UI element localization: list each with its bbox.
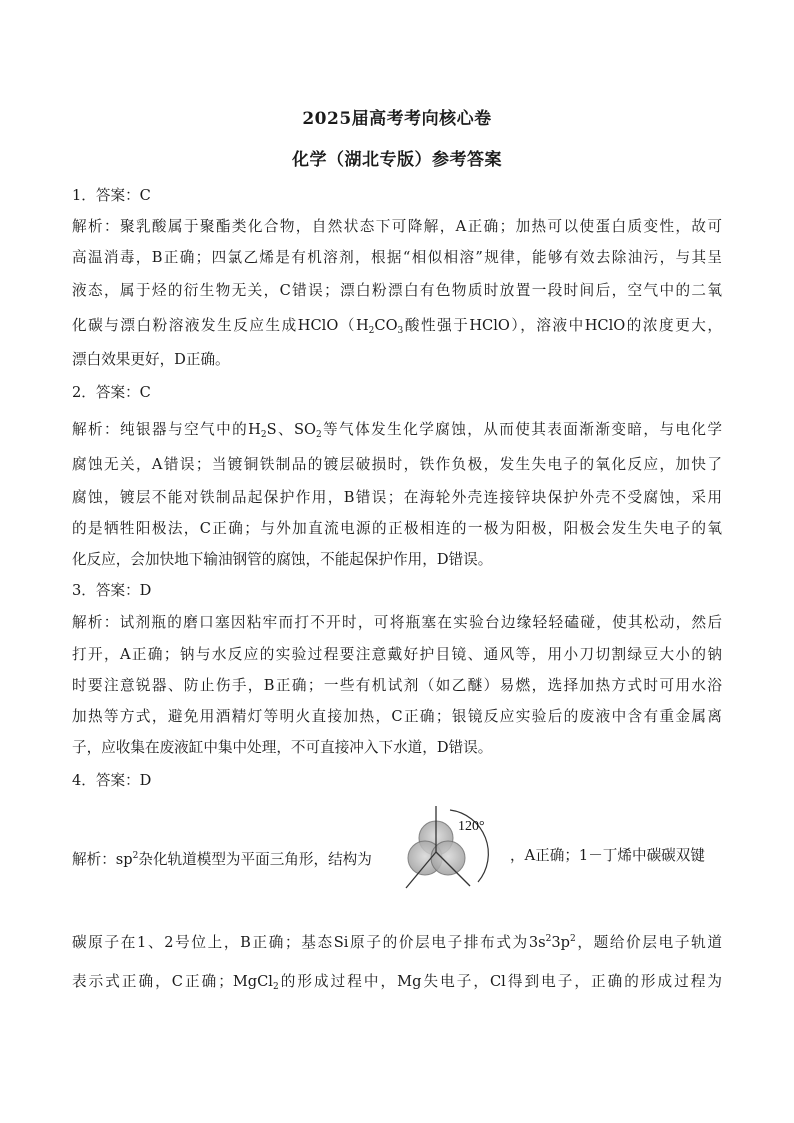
q1-answer: 1．答案：C: [72, 187, 151, 204]
q3-analysis-line-2: 打开，A正确；钠与水反应的实验过程要注意戴好护目镜、通风等，用小刀切割绿豆大小的钠: [72, 646, 722, 663]
q3-analysis-line-1: 解析：试剂瓶的磨口塞因粘牢而打不开时，可将瓶塞在实验台边缘轻轻磕碰，使其松动，然后: [72, 614, 722, 631]
q2-answer: 2．答案：C: [72, 384, 151, 401]
q1-analysis-line-5: 漂白效果更好，D正确。: [72, 351, 230, 368]
q3-analysis-line-3: 时要注意锐器、防止伤手，B正确；一些有机试剂（如乙醚）易燃，选择加热方式时可用水浴: [72, 677, 722, 694]
q4-analysis-line-3: 表示式正确，C正确；MgCl$_2$的形成过程中，Mg失电子，Cl得到电子，正确的形成过程为: [72, 973, 722, 992]
q3-analysis-line-4: 加热等方式，避免用酒精灯等明火直接加热，C正确；银镜反应实验后的废液中含有重金属离: [72, 708, 722, 725]
q1-analysis-line-4: 化碳与漂白粉溶液发生反应生成$HClO(H_2CO_3$酸性强于HClO），溶液中HClO的浓度更大，: [72, 317, 722, 336]
q2-analysis-line-2: 腐蚀无关，A错误；当镀铜铁制品的镀层破损时，铁作负极，发生失电子的氧化反应，加快了: [72, 456, 722, 473]
angle-label: 120°: [458, 819, 485, 834]
q4-analysis-line-1-right: ，A正确；1－丁烯中碳碳双键: [510, 847, 705, 864]
q4-answer: 4．答案：D: [72, 772, 152, 789]
q1-analysis-line-3: 液态，属于烃的衍生物无关，C错误；漂白粉漂白有色物质时放置一段时间后，空气中的二氧: [72, 282, 722, 299]
document-subtitle: 化学（湖北专版）参考答案: [292, 150, 502, 170]
q4-analysis-line-1-left: 解析：$sp^2$杂化轨道模型为平面三角形，结构为: [72, 851, 372, 868]
q2-analysis-line-5: 化反应，会加快地下输油钢管的腐蚀，不能起保护作用，D错误。: [72, 551, 493, 568]
q1-analysis-line-2: 高温消毒，B正确；四氯乙烯是有机溶剂，根据“相似相溶”规律，能够有效去除油污，与其呈: [72, 249, 722, 266]
q4-analysis-line-2: 碳原子在1、2号位上，B正确；基态Si原子的价层电子排布式为$3s^23p^2$，题给价层电子轨道: [72, 934, 722, 951]
document-title: 2025届高考考向核心卷: [302, 109, 492, 129]
q3-answer: 3．答案：D: [72, 582, 152, 599]
q2-analysis-line-3: 腐蚀，镀层不能对铁制品起保护作用，B错误；在海轮外壳连接锌块保护外壳不受腐蚀，采用: [72, 489, 722, 506]
q3-analysis-line-5: 子，应收集在废液缸中集中处理，不可直接冲入下水道，D错误。: [72, 739, 493, 756]
q2-analysis-line-4: 的是牺牲阳极法，C正确；与外加直流电源的正极相连的一极为阳极，阳极会发生失电子的氧: [72, 520, 722, 537]
q2-analysis-line-1: 解析：纯银器与空气中的$H_2S$、$SO_2$等气体发生化学腐蚀，从而使其表面渐渐变暗，与电化学: [72, 421, 722, 440]
q1-analysis-line-1: 解析：聚乳酸属于聚酯类化合物，自然状态下可降解，A正确；加热可以使蛋白质变性，故可: [72, 218, 722, 235]
trigonal-planar-orbital-figure: [398, 800, 498, 900]
